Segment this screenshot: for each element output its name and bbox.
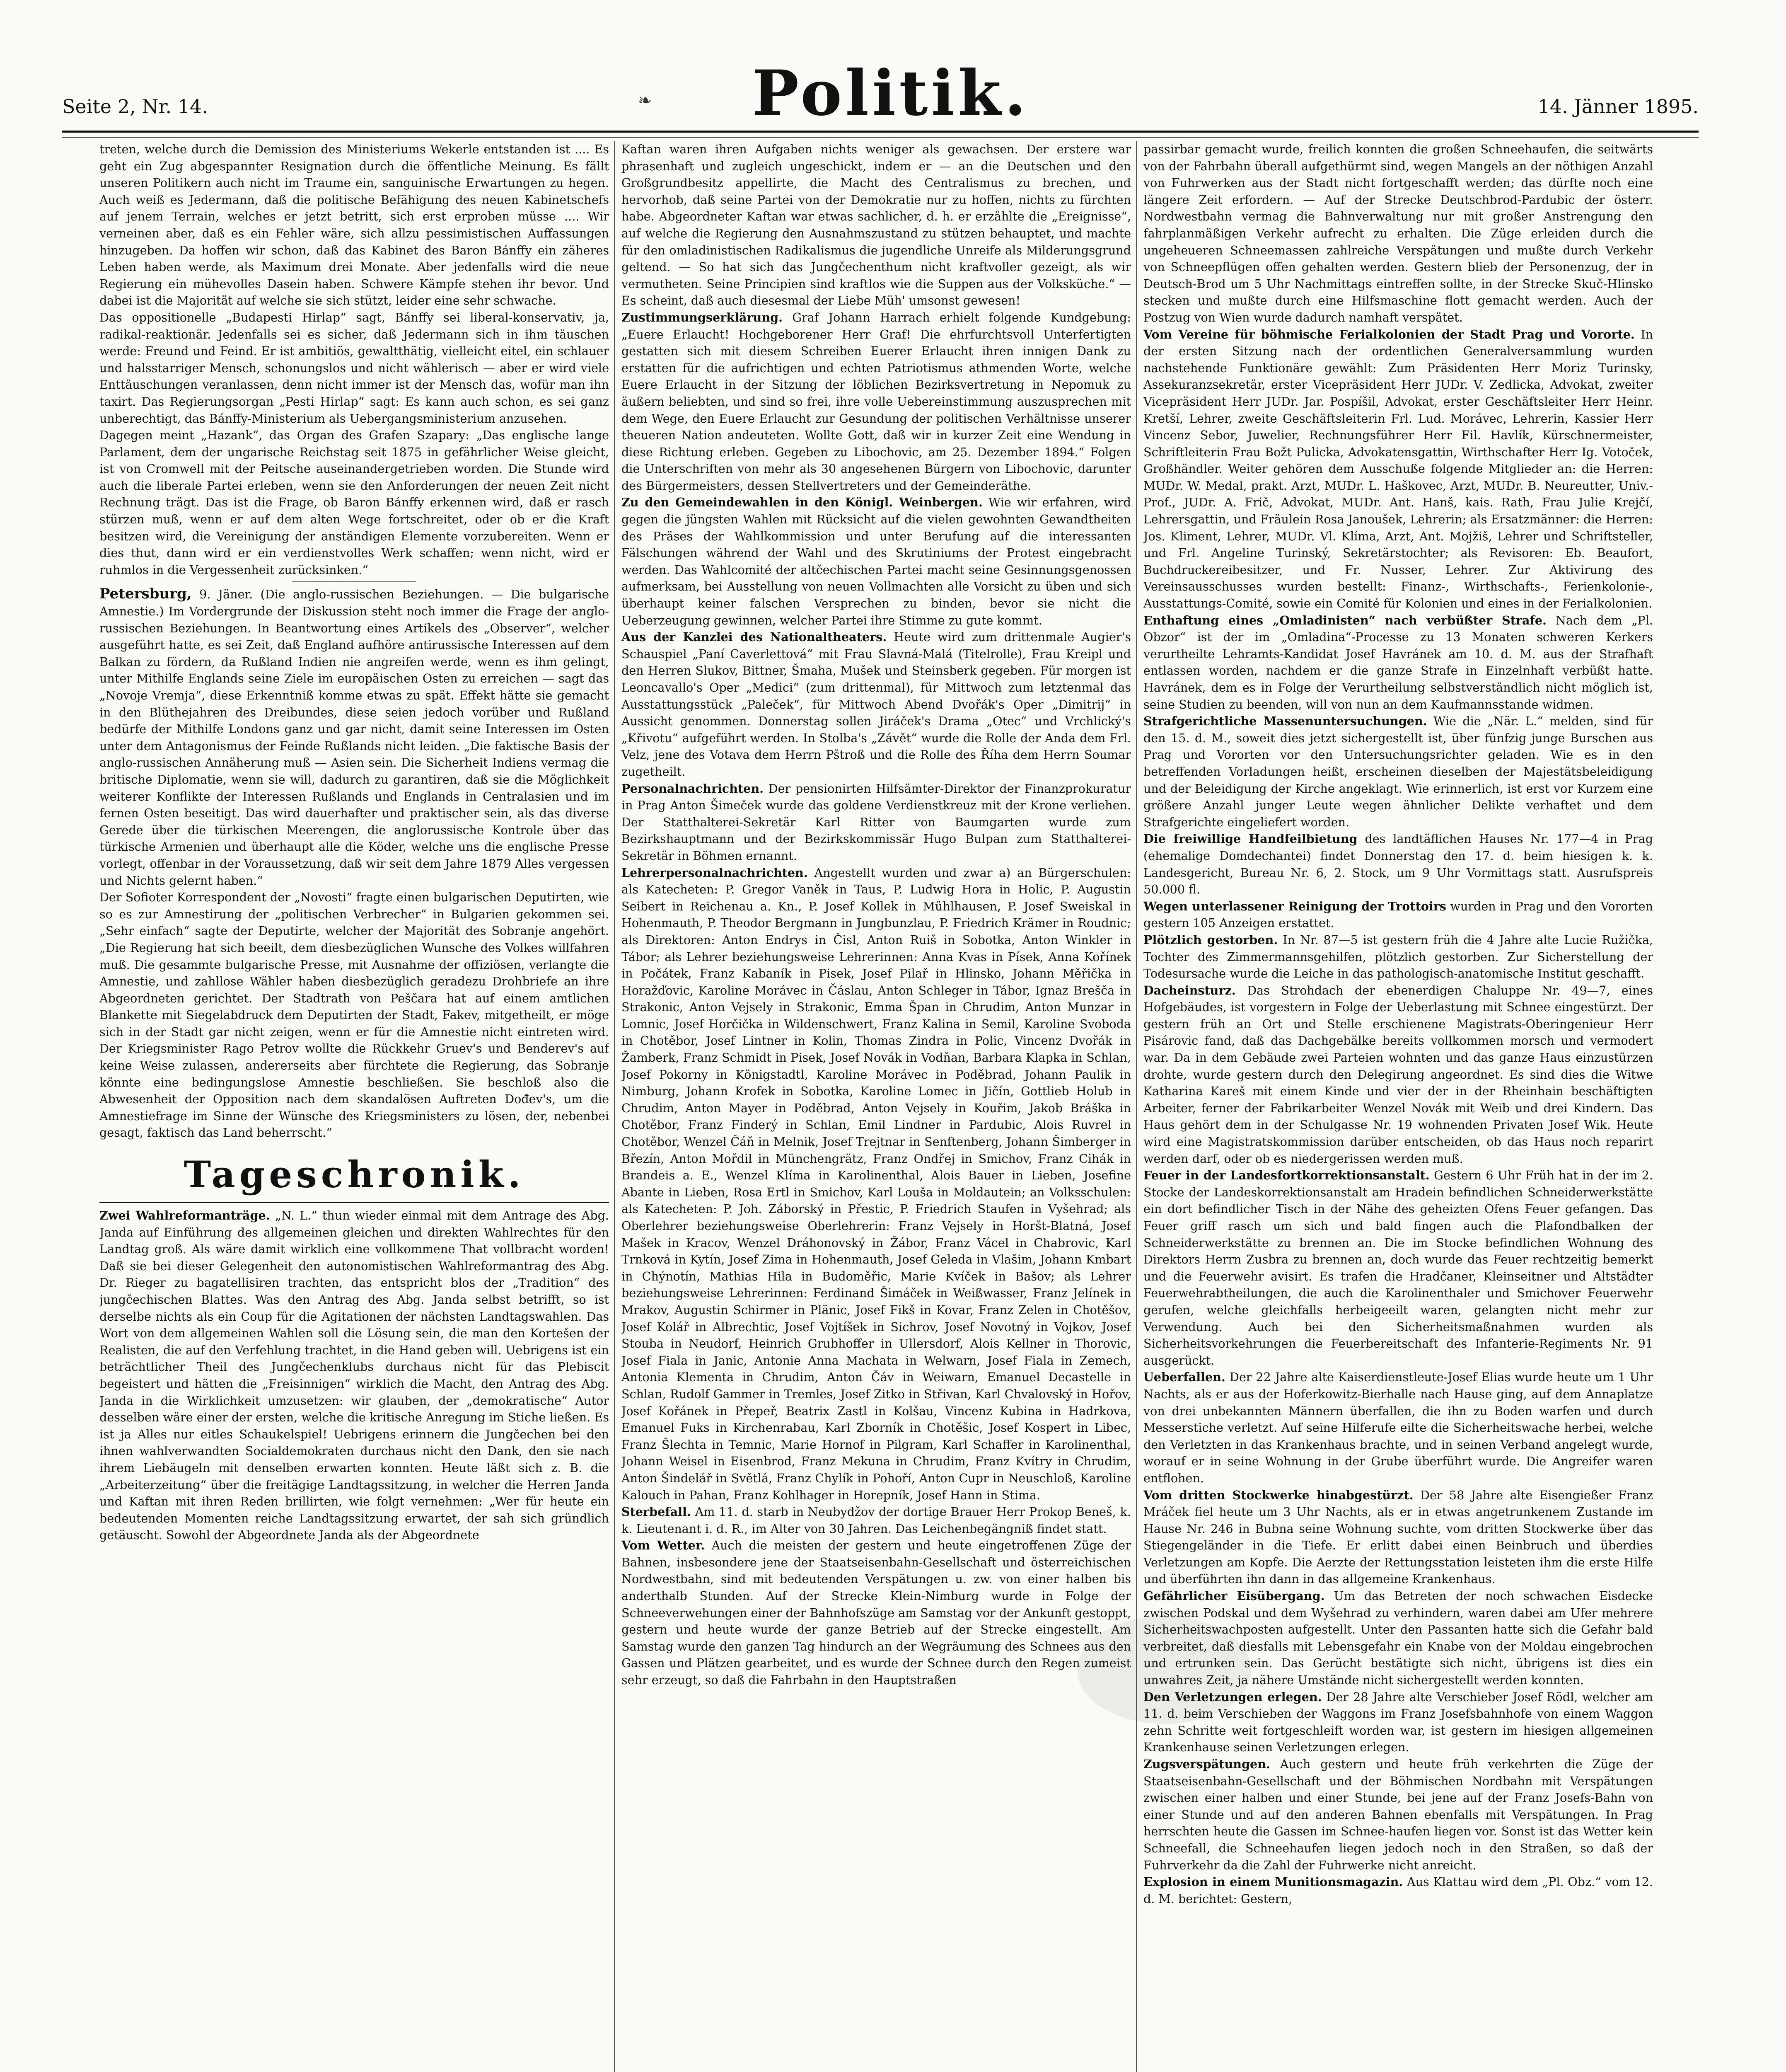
news-item	[1143, 1369, 1653, 1486]
masthead-title: Politik.	[752, 57, 1030, 130]
news-item-text: des landtäflichen Hauses Nr. 177—4 in Prag (ehemalige Domdechantei) findet Donnerstag den 17. d. beim hiesigen k. k. Landesgericht, Bureau Nr. 6, 2. Stock, um 9 Uhr Vormittags statt. Ausrufspreis 50.000 fl.	[1143, 832, 1653, 897]
news-item-text: „N. L.“ thun wieder einmal mit dem Antrage des Abg. Janda auf Einführung des allgemeinen gleichen und direkten Wahlrechtes für den Landtag groß. Als wäre damit wirklich eine vollkommene That vollbracht worden! Daß sie bei dieser Gelegenheit den autonomistischen Wahlreformantrag des Abg. Dr. Rieger zu bagatellisiren trachten, das entspricht blos der „Tradition“ des jungčechischen Blattes. Was den Antrag des Abg. Janda selbst betrifft, so ist derselbe nichts als ein Coup für die Agitationen der nächsten Landtagswahlen. Das Wort von dem allgemeinen Wahlen soll die Lösung sein, die man den Kortešen der Realisten, die auf den Verfehlung trachtet, in die Hand geben will. Uebrigens ist ein beträchtlicher Theil des Jungčechenklubs durchaus nicht für das Plebiscit begeistert und hätten die „Freisinnigen“ wirklich die Macht, den Antrag des Abg. Janda in die Wirklichkeit umzusetzen: wir glauben, der „demokratische“ Autor desselben wäre einer der ersten, welche die kritische Anregung im Stiche ließen. Es ist ja Alles nur eitles Schaukelspiel! Uebrigens erinnern die Jungčechen bei den ihnen wahlverwandten Socialdemokraten durchaus nicht den Dank, den sie nach ihrem Liebäugeln mit denselben erwarten konnten. Heute läßt sich z. B. die „Arbeiterzeitung“ über die freitägige Landtagssitzung, in welcher die Herren Janda und Kaftan mit ihren Reden brillirten, wie folgt vernehmen: „Wer für heute ein bedeutenden Momenten reiche Landtagssitzung erwartet, der sah sich gründlich getäuscht. Sowohl der Abgeordnete Janda als der Abgeordnete	[99, 1208, 609, 1542]
news-item-text: Wie wir erfahren, wird gegen die jüngsten Wahlen mit Rücksicht auf die vielen gewohnten Gewandtheiten des Präses der Wahlkommission und unter Berufung auf die interessanten Fälschungen während der Wahl und des Skrutiniums der Protest eingebracht werden. Das Wahlcomité der altčechischen Partei macht seine Gesinnungsgenossen aufmerksam, bei Ausstellung von neuen Vollmachten alle Vorsicht zu üben und sich überhaupt keiner falschen Versprechen zu binden, bevor sie nicht die Ueberzeugung gewinnen, welcher Partei ihre Stimme zu gute kommt.	[621, 495, 1131, 627]
news-item	[1143, 1487, 1653, 1588]
dateline-paragraph	[99, 586, 609, 889]
news-item	[621, 864, 1131, 1504]
column-3	[1143, 141, 1653, 2072]
article-paragraph: Das oppositionelle „Budapesti Hirlap“ sagt, Bánffy sei liberal-konservativ, ja, radikal-reaktionär. Jedenfalls sei es sicher, daß Jedermann sich in ihm täuschen werde: Freund und Feind. Er ist ambitiös, gewaltthätig, vielleicht eitel, ein schlauer und halsstarriger Mensch, schonungslos und nicht wählerisch — aber er wird viele Enttäuschungen veranlassen, denn nicht immer ist der Mensch das, wofür man ihn taxirt. Das Regierungsorgan „Pesti Hirlap“ sagt: Es kann auch schon, es sei ganz unberechtigt, das Bánffy-Ministerium als Uebergangsministerium anzusehen.	[99, 310, 609, 426]
news-item-title: Zwei Wahlreformanträge.	[99, 1208, 270, 1223]
news-item-text: Angestellt wurden und zwar a) an Bürgerschulen: als Katecheten: P. Gregor Vaněk in Taus, P. Ludwig Hora in Holic, P. Augustin Seibert in Reichenau a. Kn., P. Josef Kollek in Mühlhausen, P. Josef Sweiskal in Hohenmauth, P. Theodor Bergmann in Jungbunzlau, P. Friedrich Krämer in Roudnic; als Direktoren: Anton Endrys in Čisl, Anton Ruiš in Sobotka, Anton Winkler in Tábor; als Lehrer beziehungsweise Lehrerinnen: Anna Kvas in Písek, Anna Kořínek in Počátek, Franz Kabaník in Pisek, Josef Pilař in Hlinsko, Johann Měřička in Horažďovic, Karoline Morávec in Čáslau, Anton Schleger in Tábor, Ignaz Brešča in Strakonic, Anton Vejsely in Strakonic, Emma Špan in Chrudim, Anton Munzar in Lomnic, Josef Horčička in Wildenschwert, Franz Kalina in Semil, Karoline Svoboda in Chotěbor, Josef Lintner in Kolin, Thomas Zindra in Polic, Vincenz Dvořák in Žamberk, Franz Schmidt in Pisek, Josef Novák in Vodňan, Barbara Klapka in Schlan, Josef Pokorny in Königstadtl, Karoline Morávec in Poděbrad, Johann Paulik in Nimburg, Johann Krofek in Sobotka, Karoline Lomec in Jičín, Gottlieb Holub in Chrudim, Anton Mayer in Poděbrad, Anton Vejsely in Kouřim, Jakob Bráška in Chotěbor, Franz Finderý in Schlan, Emil Lindner in Pardubic, Alois Ruvrel in Chotěbor, Wenzel Čáň in Melnik, Josef Trejtnar in Senftenberg, Johann Šimberger in Březín, Anton Mořdil in Münchengrätz, Franz Ondřej in Smichov, Franz Cihák in Brandeis a. E., Wenzel Klíma in Karolinenthal, Alois Bauer in Lieben, Josefine Abante in Lieben, Rosa Ertl in Smichov, Karl Louša in Moldautein; an Volksschulen: als Katecheten: P. Joh. Záborský in Přestic, P. Friedrich Staufen in Vyšehrad; als Oberlehrer beziehungsweise Oberlehrerin: Franz Vejsely in Horšt-Blatná, Josef Mašek in Kracov, Wenzel Dráhonovský in Žábor, Franz Vácel in Chabrovic, Karl Trnková in Kytín, Josef Zima in Hohenmauth, Josef Geleda in Vlašim, Johann Kmbart in Chýnotín, Mathias Hila in Budoměřic, Marie Kvíček in Bašov; als Lehrer beziehungsweise Lehrerinnen: Ferdinand Šimáček in Weißwasser, Franz Jelínek in Mrakov, Augustin Schirmer in Plänic, Josef Fikš in Kovar, Franz Zelen in Chotěšov, Josef Kolář in Albrechtic, Josef Vojtíšek in Sichrov, Josef Novotný in Vojkov, Josef Stouba in Neudorf, Heinrich Grubhoffer in Ullersdorf, Alois Kellner in Thorovic, Josef Fiala in Janic, Antonie Anna Machata in Welwarn, Josef Fiala in Zemech, Antonia Klementa in Chrudim, Anton Čáv in Weiwarn, Emanuel Decastelle in Schlan, Rudolf Gammer in Tremles, Josef Zitko in Střivan, Karl Chvalovský in Hořov, Josef Kořánek in Přepeř, Beatrix Zastl in Kolšau, Vincenz Kubina in Hadrkova, Emanuel Fuks in Kirchenrabau, Karl Zborník in Chotěšic, Josef Kospert in Libec, Franz Šlechta in Temnic, Marie Hornof in Pilgram, Karl Schaffer in Karolinenthal, Johann Weisel in Eisenbrod, Franz Mekuna in Chrudim, Franz Kvítry in Chrudim, Anton Šindelář in Světlá, Franz Chylík in Pohoří, Anton Cupr in Neuschloß, Karoline Kalouch in Pahan, Franz Kohlhager in Horepník, Josef Hann in Stima.	[621, 865, 1131, 1502]
news-item-text: Nach dem „Pl. Obzor“ ist der im „Omladina“-Processe zu 13 Monaten schweren Kerkers verurtheilte Lehramts-Kandidat Josef Havránek am 10. d. M. aus der Strafhaft entlassen worden, nachdem er die ganze Strafe in Einzelnhaft verbüßt hatte. Havránek, dem es in Folge der Verurtheilung selbstverständlich nicht möglich ist, seine Studien zu beenden, will von nun an dem Kaufmannsstande widmen.	[1143, 613, 1653, 712]
news-item	[1143, 1689, 1653, 1756]
news-item	[1143, 1756, 1653, 1874]
news-item-title: Aus der Kanzlei des Nationaltheaters.	[621, 630, 887, 644]
news-item-text: Der pensionirten Hilfsämter-Direktor der Finanzprokuratur in Prag Anton Šimeček wurde das goldene Verdienstkreuz mit der Krone verliehen. Der Statthalterei-Sekretär Karl Ritter von Baumgarten wurde zum Bezirkshauptmann und der Bezirkskommissär Hugo Bulpan zum Statthalterei-Sekretär in Böhmen ernannt.	[621, 781, 1131, 863]
news-item	[621, 780, 1131, 864]
news-item	[1143, 1874, 1653, 1907]
issue-date: 14. Jänner 1895.	[1537, 95, 1699, 118]
news-item-text: Um das Betreten der noch schwachen Eisdecke zwischen Podskal und dem Wyšehrad zu verhindern, waren dabei am Ufer mehrere Sicherheitswachposten aufgestellt. Unter den Passanten hatte sich die Gefahr bald verbreitet, daß diesfalls mit Lebensgefahr ein Knabe von der Moldau eingebrochen und ertrunken sein. Das Gerücht bestätigte sich nicht, übrigens ist dies ein unwahres Zeit, ja nähere Umstände nicht sichergestellt werden konnten.	[1143, 1589, 1653, 1687]
news-item	[1143, 713, 1653, 830]
header-rule	[62, 131, 1699, 138]
news-item	[1143, 830, 1653, 898]
news-item-title: Vom Wetter.	[621, 1538, 705, 1553]
news-item	[621, 629, 1131, 780]
column-1	[99, 141, 609, 2072]
news-item-title: Die freiwillige Handfeilbietung	[1143, 832, 1358, 846]
item-divider	[292, 581, 416, 582]
section-rule	[99, 1202, 609, 1203]
news-item-title: Explosion in einem Munitionsmagazin.	[1143, 1875, 1403, 1889]
section-title: Tageschronik.	[184, 1153, 525, 1196]
news-item	[621, 494, 1131, 629]
news-item	[1143, 612, 1653, 713]
article-paragraph: Dagegen meint „Hazank“, das Organ des Grafen Szapary: „Das englische lange Parlament, dem der ungarische Reichstag seit 1875 in gefährlicher Weise gleicht, ist von Cromwell mit der Peitsche auseinandergetrieben worden. Die Stunde wird auch die liberale Partei erleben, wenn sie den Anforderungen der neuen Zeit nicht Rechnung trägt. Das ist die Frage, ob Baron Bánffy erkennen wird, daß er rasch stürzen muß, wenn er auf dem alten Wege fortschreitet, oder ob er die Kraft besitzen wird, die Vereinigung der anständigen Elemente vorzubereiten. Wenn er dies thut, dann wird er ein verdienstvolles Werk schaffen; wenn nicht, wird er ruhmlos in die Vergessenheit zurücksinken.“	[99, 428, 609, 577]
news-item	[99, 1207, 609, 1544]
news-item-title: Wegen unterlassener Reinigung der Trottoirs	[1143, 899, 1446, 913]
news-item-text: Das Strohdach der ebenerdigen Chaluppe Nr. 49—7, eines Hofgebäudes, ist vorgestern in Folge der Ueberlastung mit Schnee eingestürzt. Der gestern früh an Ort und Stelle erschienene Magistrats-Oberingenieur Herr Pisárovic fand, daß das Dachgebälke bereits vollkommen morsch und vermodert war. Da in dem Gebäude zwei Parteien wohnten und das ganze Haus einzustürzen drohte, wurde gestern durch den Delegirung angeordnet. Es sind dies die Witwe Katharina Kareš mit einem Kinde und vier der in der Rheinhain beschäftigten Arbeiter, ferner der Fabrikarbeiter Wenzel Novák mit Weib und drei Kindern. Das Haus gehört dem in der Schulgasse Nr. 19 wohnenden Privaten Josef Wik. Heute wird eine Magistratskommission darüber entscheiden, ob das Haus noch reparirt werden darf, oder ob es niedergerissen werden muß.	[1143, 983, 1653, 1166]
news-item	[621, 309, 1131, 494]
column-divider	[1136, 141, 1137, 2072]
news-item-title: Dacheinsturz.	[1143, 983, 1236, 997]
news-item-title: Zu den Gemeindewahlen in den Königl. Weinbergen.	[621, 495, 983, 510]
news-item-text: Aus Klattau wird dem „Pl. Obz.“ vom 12. d. M. berichtet: Gestern,	[1143, 1875, 1653, 1906]
dateline-date: 9. Jäner.	[199, 587, 253, 602]
news-item	[1143, 982, 1653, 1167]
news-item-title: Personalnachrichten.	[621, 781, 764, 796]
page-header	[62, 57, 1699, 130]
news-item-title: Strafgerichtliche Massenuntersuchungen.	[1143, 714, 1427, 729]
news-item-title: Zugsverspätungen.	[1143, 1757, 1270, 1771]
news-item-text: Heute wird zum drittenmale Augier's Schauspiel „Paní Caverlettová“ mit Frau Slavná-Malá (Titelrolle), Frau Kreipl und den Herren Slukov, Bittner, Šmaha, Mušek und Steinsberk gegeben. Für morgen ist Leoncavallo's Oper „Medici“ (zum drittenmal), für Mittwoch zum letztenmal das Ausstattungsstück „Paleček“, für Mittwoch Abend Dvořák's Oper „Dimitrij“ in Aussicht genommen. Donnerstag sollen Jiráček's Drama „Otec“ und Vrchlický's „Křivotu“ aufgeführt werden. In Stolba's „Závět“ wurde die Rolle der Anda dem Frl. Velz, jene des Votava dem Herrn Pštroß und die Rolle des Říha dem Herrn Soumar zugetheilt.	[621, 630, 1131, 779]
news-item	[1143, 898, 1653, 932]
page-reference: Seite 2, Nr. 14.	[62, 95, 208, 118]
news-item-text: wurden in Prag und den Vororten gestern 105 Anzeigen erstattet.	[1143, 899, 1653, 930]
news-item	[1143, 326, 1653, 612]
article-paragraph: passirbar gemacht wurde, freilich konnten die großen Schneehaufen, die seitwärts von der Fahrbahn überall aufgethürmt sind, wegen Mangels an der nöthigen Anzahl von Fuhrwerken aus der Stadt nicht fortgeschafft werden; das dürfte noch eine längere Zeit erfordern. — Auf der Strecke Deutschbrod-Pardubic der österr. Nordwestbahn vermag die Bahnverwaltung nur mit großer Anstrengung den fahrplanmäßigen Verkehr aufrecht zu erhalten. Die Züge erleiden durch die ungeheueren Schneemassen zahlreiche Verspätungen und mußte durch Verkehr von Schneepflügen offen gehalten werden. Gestern blieb der Personenzug, der in Deutsch-Brod um 5 Uhr Nachmittags eintreffen sollte, in der Strecke Skuč-Hlinsko stecken und mußte durch eine Hilfsmaschine flott gemacht werden. Auch der Postzug von Wien wurde dadurch namhaft verspätet.	[1143, 142, 1653, 324]
news-item-title: Plötzlich gestorben.	[1143, 932, 1278, 947]
dateline-location: Petersburg,	[99, 586, 192, 603]
news-item-title: Sterbefall.	[621, 1505, 691, 1519]
news-item-text: Graf Johann Harrach erhielt folgende Kundgebung: „Euere Erlaucht! Hochgeborener Herr Graf! Die ehrfurchtsvoll Unterfertigten gestatten sich mit diesem Schreiben Euerer Erlaucht ihren innigen Dank zu erstatten für die aufrichtigen und echten Patriotismus athmenden Worte, welche Euere Erlaucht in der Sitzung der löblichen Bezirksvertretung in Nepomuk zu äußern beliebten, und sind so frei, ihre volle Uebereinstimmung auszusprechen mit dem Wege, den Euere Erlaucht zur Gesundung der politischen Verhältnisse unserer theueren Nation andeuteten. Wollte Gott, daß wir in kurzer Zeit eine Wendung in diese Richtung erleben. Gegeben zu Libochovic, am 25. Dezember 1894.“ Folgen die Unterschriften von mehr als 30 angesehenen Bürgern von Libochovic, darunter des Bürgermeisters, dessen Stellvertreters und der Gemeinderäthe.	[621, 310, 1131, 493]
news-item-text: Auch gestern und heute früh verkehrten die Züge der Staatseisenbahn-Gesellschaft und der Böhmischen Nordbahn mit Verspätungen zwischen einer halben und einer Stunde, bei jene auf der Franz Josefs-Bahn von einer Stunde und auf den anderen Bahnen ebenfalls mit Verspätungen. In Prag herrschten heute die Gassen im Schnee-haufen liegen vor. Sonst ist das Wetter kein Schneefall, die Schneehaufen liegen jedoch noch in den Straßen, so daß der Fuhrverkehr da die Zahl der Fuhrwerke nicht anreicht.	[1143, 1757, 1653, 1872]
ornament-icon: ❧	[638, 91, 652, 110]
column-2	[621, 141, 1131, 2072]
news-item-text: In der ersten Sitzung nach der ordentlichen Generalversammlung wurden nachstehende Funktionäre gewählt: Zum Präsidenten Herr Moriz Turinsky, Assekuranzsekretär, erster Vicepräsident Herr JUDr. V. Zedlicka, Advokat, zweiter Vicepräsident Herr JUDr. Jar. Pospíšil, Advokat, erster Geschäftsleiter Herr Heinr. Kretší, Lehrer, zweite Geschäftsleiterin Frl. Lud. Morávec, Lehrerin, Kassier Herr Vincenz Sebor, Juwelier, Rechnungsführer Herr Fil. Havlík, Kürschnermeister, Schriftleiterin Frau Božt Pulicka, Advokatensgattin, Wirthschafter Herr Ig. Votoček, Großhändler. Weiter gehören dem Ausschuße folgende Mitglieder an: die Herren: MUDr. W. Medal, prakt. Arzt, MUDr. L. Haškovec, Arzt, MUDr. B. Neureutter, Univ.-Prof., JUDr. A. Frič, Advokat, MUDr. Ant. Hanš, kais. Rath, Frau Julie Krejčí, Lehrersgattin, und Fräulein Rosa Janoušek, Lehrerin; als Ersatzmänner: die Herren: Jos. Kliment, Lehrer, MUDr. Vl. Klíma, Arzt, Ant. Mojžiš, Lehrer und Schriftsteller, und Frl. Angeline Turinský, Sekretärstochter; als Revisoren: Eb. Beaufort, Buchdruckereibesitzer, und Fr. Nusser, Lehrer. Zur Aktivirung des Vereinsausschusses wurden bestellt: Finanz-, Wirthschafts-, Ferienkolonie-, Ausstattungs-Comité, sowie ein Comité für Kolonien und eines in der Ferialkolonien.	[1143, 327, 1653, 611]
news-item	[1143, 1588, 1653, 1689]
news-item-text: Wie die „När. L.“ melden, sind für den 15. d. M., soweit dies jetzt sichergestellt ist, über fünfzig junge Burschen aus Prag und Vororten vor den Untersuchungsrichter geladen. Wie es in den betreffenden Vorladungen heißt, erscheinen dieselben der Majestätsbeleidigung und der Beleidigung der Kirche angeklagt. Wie erinnerlich, ist erst vor Kurzem eine größere Anzahl junger Leute wegen ähnlicher Delikte verhaftet und dem Strafgerichte eingeliefert worden.	[1143, 714, 1653, 829]
news-item-title: Vom dritten Stockwerke hinabgestürzt.	[1143, 1488, 1414, 1502]
article-paragraph: Der Sofioter Korrespondent der „Novosti“ fragte einen bulgarischen Deputirten, wie so es zur Amnestirung der „politischen Verbrecher“ in Bulgarien gekommen sei. „Sehr einfach“ sagte der Deputirte, welcher der Majorität des Sobranje angehört. „Die Regierung hat sich beeilt, dem diesbezüglichen Wunsche des Volkes willfahren muß. Die gesammte bulgarische Presse, mit Ausnahme der offiziösen, verlangte die Amnestie, und zahllose Wähler haben diesbezüglich geradezu Drohbriefe an ihre Abgeordneten gerichtet. Der Stadtrath von Peščara hat auf einem amtlichen Blankette mit Siegelabdruck dem Deputirten der Stadt, Fakev, mitgetheilt, er möge sich in der Stadt gar nicht zeigen, wenn er für die Amnestie nicht eintreten wird. Der Kriegsminister Rago Petrov wollte die Rückkehr Gruev's und Benderev's auf keine Weise zulassen, andererseits aber fürchtete die Regierung, das Sobranje könnte eine bedingungslose Amnestie beschließen. Sie beschloß also die Abwesenheit der Opposition nach dem skandalösen Auftreten Dođev's, um die Amnestiefrage im Sinne der Wünsche des Kriegsministers zu lösen, der, nebenbei gesagt, faktisch das Land beherrscht.“	[99, 890, 609, 1140]
news-item	[1143, 1167, 1653, 1369]
news-item-title: Gefährlicher Eisübergang.	[1143, 1589, 1325, 1603]
news-item-text: Gestern 6 Uhr Früh hat in der im 2. Stocke der Landeskorrektionsanstalt am Hradein befindlichen Schneiderwerkstätte ein dort befindlicher Tisch in der Nähe des geheizten Ofens Feuer gefangen. Das Feuer griff rasch um sich und bald fingen auch die Plafondbalken der Schneiderwerkstätte zu brennen an. Die im Stocke befindlichen Wohnung des Direktors Herrn Zusbra zu brennen an, doch wurde das Feuer rechtzeitig bemerkt und die Feuerwehr avisirt. Es trafen die Hradčaner, Kleinseitner und Altstädter Feuerwehrabtheilungen, die auch die Karolinenthaler und Smichover Feuerwehr gerufen, welche gleichfalls herbeigeeilt waren, gelangten nicht mehr zur Verwendung. Auch bei den Sicherheitsmaßnahmen wurden als Sicherheitsvorkehrungen die Feuerbereitschaft des Infanterie-Regiments Nr. 91 ausgerückt.	[1143, 1168, 1653, 1368]
news-item-text: Am 11. d. starb in Neubydžov der dortige Brauer Herr Prokop Beneš, k. k. Lieutenant i. d. R., im Alter von 30 Jahren. Das Leichenbegängniß findet statt.	[621, 1505, 1131, 1536]
column-divider	[614, 141, 615, 2072]
news-item-text: Der 22 Jahre alte Kaiserdienstleute-Josef Elias wurde heute um 1 Uhr Nachts, als er aus der Hoferkowitz-Bierhalle nach Hause ging, auf dem Annaplatze von drei unbekannten Männern überfallen, die ihn zu Boden warfen und durch Messerstiche verletzt. Auf seine Hilferufe eilte die Sicherheitswache herbei, welche den Verletzten in das Krankenhaus brachte, und in seinen Verband angelegt wurde, worauf er in seine Wohnung in der Grube überführt wurde. Die Angreifer waren entflohen.	[1143, 1370, 1653, 1485]
news-item	[621, 1537, 1131, 1688]
news-item	[1143, 932, 1653, 982]
news-item-title: Vom Vereine für böhmische Ferialkolonien der Stadt Prag und Vororte.	[1143, 327, 1635, 341]
article-paragraph: Kaftan waren ihren Aufgaben nichts weniger als gewachsen. Der erstere war phrasenhaft und zugleich ungeschickt, indem er — an die Deutschen und den Großgrundbesitz appellirte, die Macht des Centralismus zu brechen, und hervorhob, daß seine Partei von der Demokratie nur zu hoffen, nichts zu fürchten habe. Abgeordneter Kaftan war etwas sachlicher, d. h. er erzählte die „Ereignisse“, auf welche die Regierung den Ausnahmszustand zu stützen behauptet, und machte für den omladinistischen Radikalismus die jugendliche Unreife als Milderungsgrund geltend. — So hat sich das Jungčechenthum nicht kraftvoller gezeigt, als wir vermutheten. Seine Principien sind kraftlos wie die Suppen aus der Volksküche.“ — Es scheint, daß auch diesesmal der Liebe Müh' umsonst gewesen!	[621, 142, 1131, 308]
news-item-text: In Nr. 87—5 ist gestern früh die 4 Jahre alte Lucie Ružička, Tochter des Zimmermannsgehilfen, plötzlich gestorben. Zur Sicherstellung der Todesursache wurde die Leiche in das pathologisch-anatomische Institut geschafft.	[1143, 932, 1653, 981]
news-item	[621, 1503, 1131, 1537]
news-item-title: Lehrerpersonalnachrichten.	[621, 865, 808, 880]
news-item-title: Feuer in der Landesfortkorrektionsanstalt.	[1143, 1168, 1430, 1183]
article-text: (Die anglo-russischen Beziehungen. — Die bulgarische Amnestie.) Im Vordergrunde der Diskussion steht noch immer die Frage der anglo-russischen Beziehungen. In Beantwortung eines Artikels des „Observer“, welcher ausgeführt hatte, es sei Zeit, daß England aufhöre antirussische Interessen auf dem Balkan zu fördern, da Rußland Indien nie angreifen werde, wenn es ihm gelingt, unter Mithilfe Englands seine Ziele im europäischen Osten zu erreichen — sagt das „Novoje Vremja“, diese Erkenntniß komme etwas zu spät. Effekt hätte sie gemacht in den Blüthejahren des Dreibundes, diese seien jedoch vorüber und Rußland bedürfe der Mithilfe Londons ganz und gar nicht, damit seine Interessen im Osten unter dem Antagonismus der Feinde Rußlands nicht leiden. „Die faktische Basis der anglo-russischen Annäherung muß — Asien sein. Die Sicherheit Indiens vermag die britische Diplomatie, wenn sie will, dadurch zu garantiren, daß sie die Möglichkeit weiterer Konflikte der Interessen Rußlands und Englands in Centralasien und im fernen Osten beseitigt. Das wird dauerhafter und praktischer sein, als das diverse Gerede über die türkischen Meerengen, die anglorussische Kontrole über das türkische Armenien und überhaupt alle die Köder, welche uns die englische Presse vorlegt, offenbar in der Voraussetzung, daß wir seit dem Jahre 1879 Alles vergessen und Nichts gelernt haben.“	[99, 587, 609, 888]
news-item-title: Ueberfallen.	[1143, 1370, 1225, 1385]
news-item-text: Der 58 Jahre alte Eisengießer Franz Mráček fiel heute um 3 Uhr Nachts, als er in etwas angetrunkenem Zustande im Hause Nr. 246 in Bubna seine Wohnung suchte, vom dritten Stockwerke über das Stiegengeländer in die Tiefe. Er erlitt dabei einen Beinbruch und überdies Verletzungen am Kopfe. Die Aerzte der Rettungsstation leisteten ihm die erste Hilfe und überführten ihn dann in das allgemeine Krankenhaus.	[1143, 1488, 1653, 1586]
news-item-title: Enthaftung eines „Omladinisten“ nach verbüßter Strafe.	[1143, 613, 1547, 627]
news-item-title: Zustimmungserklärung.	[621, 310, 783, 324]
news-item-text: Der 28 Jahre alte Verschieber Josef Rödl, welcher am 11. d. beim Verschieben der Waggons im Franz Josefsbahnhofe von einem Waggon zehn Schritte weit fortgeschleift worden war, ist gestern im hiesigen allgemeinen Krankenhause seinen Verletzungen erlegen.	[1143, 1690, 1653, 1755]
news-item-title: Den Verletzungen erlegen.	[1143, 1690, 1322, 1704]
news-item-text: Auch die meisten der gestern und heute eingetroffenen Züge der Bahnen, insbesondere jene der Staatseisenbahn-Gesellschaft und österreichischen Nordwestbahn, sind mit bedeutenden Verspätungen u. zw. von einer halben bis anderthalb Stunden. Auf der Strecke Klein-Nimburg wurde in Folge der Schneeverwehungen einer der Bahnhofszüge am Samstag vor der Ankunft gestoppt, gestern und heute wurde der ganze Betrieb auf der Strecke eingestellt. Am Samstag wurde den ganzen Tag hindurch an der Wegräumung des Schnees aus den Gassen und Plätzen gearbeitet, und es wurde der Schnee durch den Regen zumeist sehr erzeugt, so daß die Fahrbahn in den Hauptstraßen	[621, 1538, 1131, 1687]
article-paragraph: treten, welche durch die Demission des Ministeriums Wekerle entstanden ist .... Es geht ein Zug abgespannter Resignation durch die öffentliche Meinung. Es fällt unseren Politikern auch nicht im Traume ein, sanguinische Erwartungen zu hegen. Auch weiß es Jedermann, daß die politische Befähigung des neuen Kabinetschefs auf jenem Terrain, welches er jetzt betritt, sich erst erproben müsse .... Wir verneinen aber, daß es ein Fehler wäre, sich allzu pessimistischen Auffassungen hinzugeben. Da hoffen wir schon, daß das Kabinet des Baron Bánffy ein zäheres Leben haben werde, als Maximum drei Monate. Aber jedenfalls wird die neue Regierung ein mühevolles Dasein haben. Schwere Kämpfe stehen ihr bevor. Und dabei ist die Majorität auf welche sie sich stützt, leider eine sehr schwache.	[99, 142, 609, 308]
